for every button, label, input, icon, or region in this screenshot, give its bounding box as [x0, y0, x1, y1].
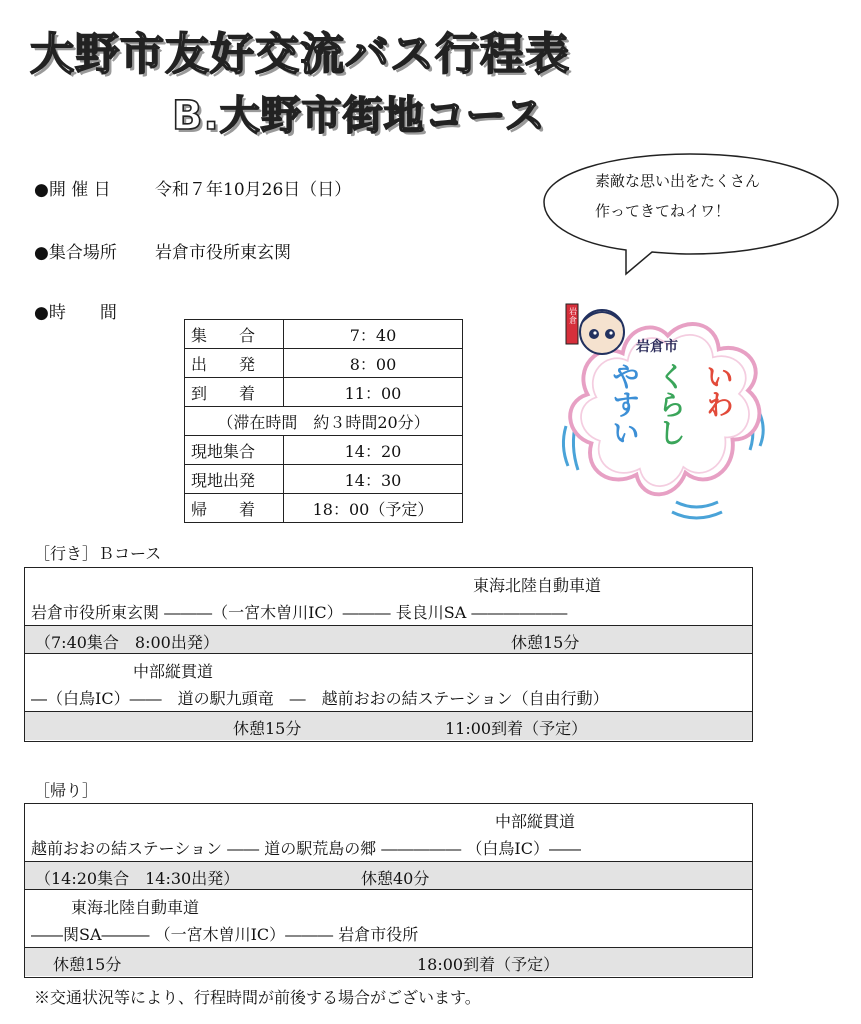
- outbound-route-row-2: [25, 654, 752, 712]
- schedule-row: [185, 436, 463, 465]
- mascot-flag-text: 岩倉: [569, 307, 577, 325]
- return-route-row-1: [25, 804, 752, 862]
- bubble-line-2: 作ってきてねイワ！: [595, 202, 731, 220]
- schedule-value: 11：00: [284, 378, 463, 407]
- place-label: ●集合場所: [34, 243, 117, 263]
- schedule-label: 現地出発: [185, 465, 284, 494]
- logo-text-iwa: いわ: [702, 362, 735, 418]
- schedule-value: 18：00（予定）: [284, 494, 463, 523]
- outbound-highway-2: 中部縦貫道: [133, 662, 214, 681]
- return-route-1: 越前おおの結ステーション ―― 道の駅荒島の郷 ――――― （白鳥IC）――: [31, 839, 581, 858]
- outbound-note-row-2: [25, 712, 752, 740]
- schedule-label: 出 発: [185, 349, 284, 378]
- schedule-table: [184, 319, 463, 523]
- logo-city-name: 岩倉市: [636, 339, 678, 355]
- outbound-route-row-1: [25, 568, 752, 626]
- return-highway-2: 東海北陸自動車道: [71, 898, 200, 917]
- outbound-route-2: ―（白鳥IC）―― 道の駅九頭竜 ― 越前おおの結ステーション（自由行動）: [31, 689, 609, 708]
- outbound-route-box: [24, 567, 753, 742]
- outbound-note-left-1: （7:40集合 8:00出発）: [35, 633, 219, 652]
- outbound-note-row-1: [25, 626, 752, 654]
- time-label: ●時 間: [34, 303, 117, 323]
- return-route-2: ――関SA――― （一宮木曽川IC）――― 岩倉市役所: [31, 925, 419, 944]
- page-subtitle: B.大野市街地コース: [172, 93, 546, 139]
- schedule-label: 集 合: [185, 320, 284, 349]
- schedule-row: [185, 378, 463, 407]
- outbound-note-right-1: 休憩15分: [511, 633, 580, 652]
- return-note-right-2: 18:00到着（予定）: [417, 955, 560, 974]
- schedule-label: 到 着: [185, 378, 284, 407]
- return-route-row-2: [25, 890, 752, 948]
- outbound-note-left-2: 休憩15分: [233, 719, 302, 738]
- date-value: 令和７年10月26日（日）: [155, 180, 352, 200]
- schedule-row: [185, 320, 463, 349]
- logo-text-kurashi: くらし: [654, 362, 687, 446]
- schedule-value: 7：40: [284, 320, 463, 349]
- bubble-line-1: 素敵な思い出をたくさん: [595, 172, 761, 190]
- outbound-heading: ［行き］Ｂコース: [34, 544, 162, 563]
- schedule-row: [185, 494, 463, 523]
- return-highway-1: 中部縦貫道: [495, 812, 576, 831]
- footnote: ※交通状況等により、行程時間が前後する場合がございます。: [34, 988, 481, 1007]
- outbound-note-right-2: 11:00到着（予定）: [445, 719, 588, 738]
- outbound-highway-1: 東海北陸自動車道: [473, 576, 602, 595]
- return-note-right-1: 休憩40分: [361, 869, 430, 888]
- schedule-row: [185, 349, 463, 378]
- schedule-row: [185, 407, 463, 436]
- schedule-label: 帰 着: [185, 494, 284, 523]
- schedule-value: 8：00: [284, 349, 463, 378]
- page-title: 大野市友好交流バス行程表: [30, 29, 570, 80]
- schedule-row: [185, 465, 463, 494]
- schedule-stay-duration: （滞在時間 約３時間20分）: [185, 407, 463, 436]
- schedule-value: 14：30: [284, 465, 463, 494]
- return-route-box: [24, 803, 753, 978]
- schedule-label: 現地集合: [185, 436, 284, 465]
- date-label: ●開 催 日: [34, 180, 111, 200]
- return-note-row-1: [25, 862, 752, 890]
- return-note-row-2: [25, 948, 752, 976]
- schedule-value: 14：20: [284, 436, 463, 465]
- place-value: 岩倉市役所東玄関: [155, 243, 291, 263]
- return-note-left-2: 休憩15分: [53, 955, 122, 974]
- return-heading: ［帰り］: [34, 781, 99, 800]
- return-note-left-1: （14:20集合 14:30出発）: [35, 869, 240, 888]
- outbound-route-1: 岩倉市役所東玄関 ―――（一宮木曽川IC）――― 長良川SA ――――――: [31, 603, 568, 622]
- logo-text-yasui: やすい: [608, 362, 641, 446]
